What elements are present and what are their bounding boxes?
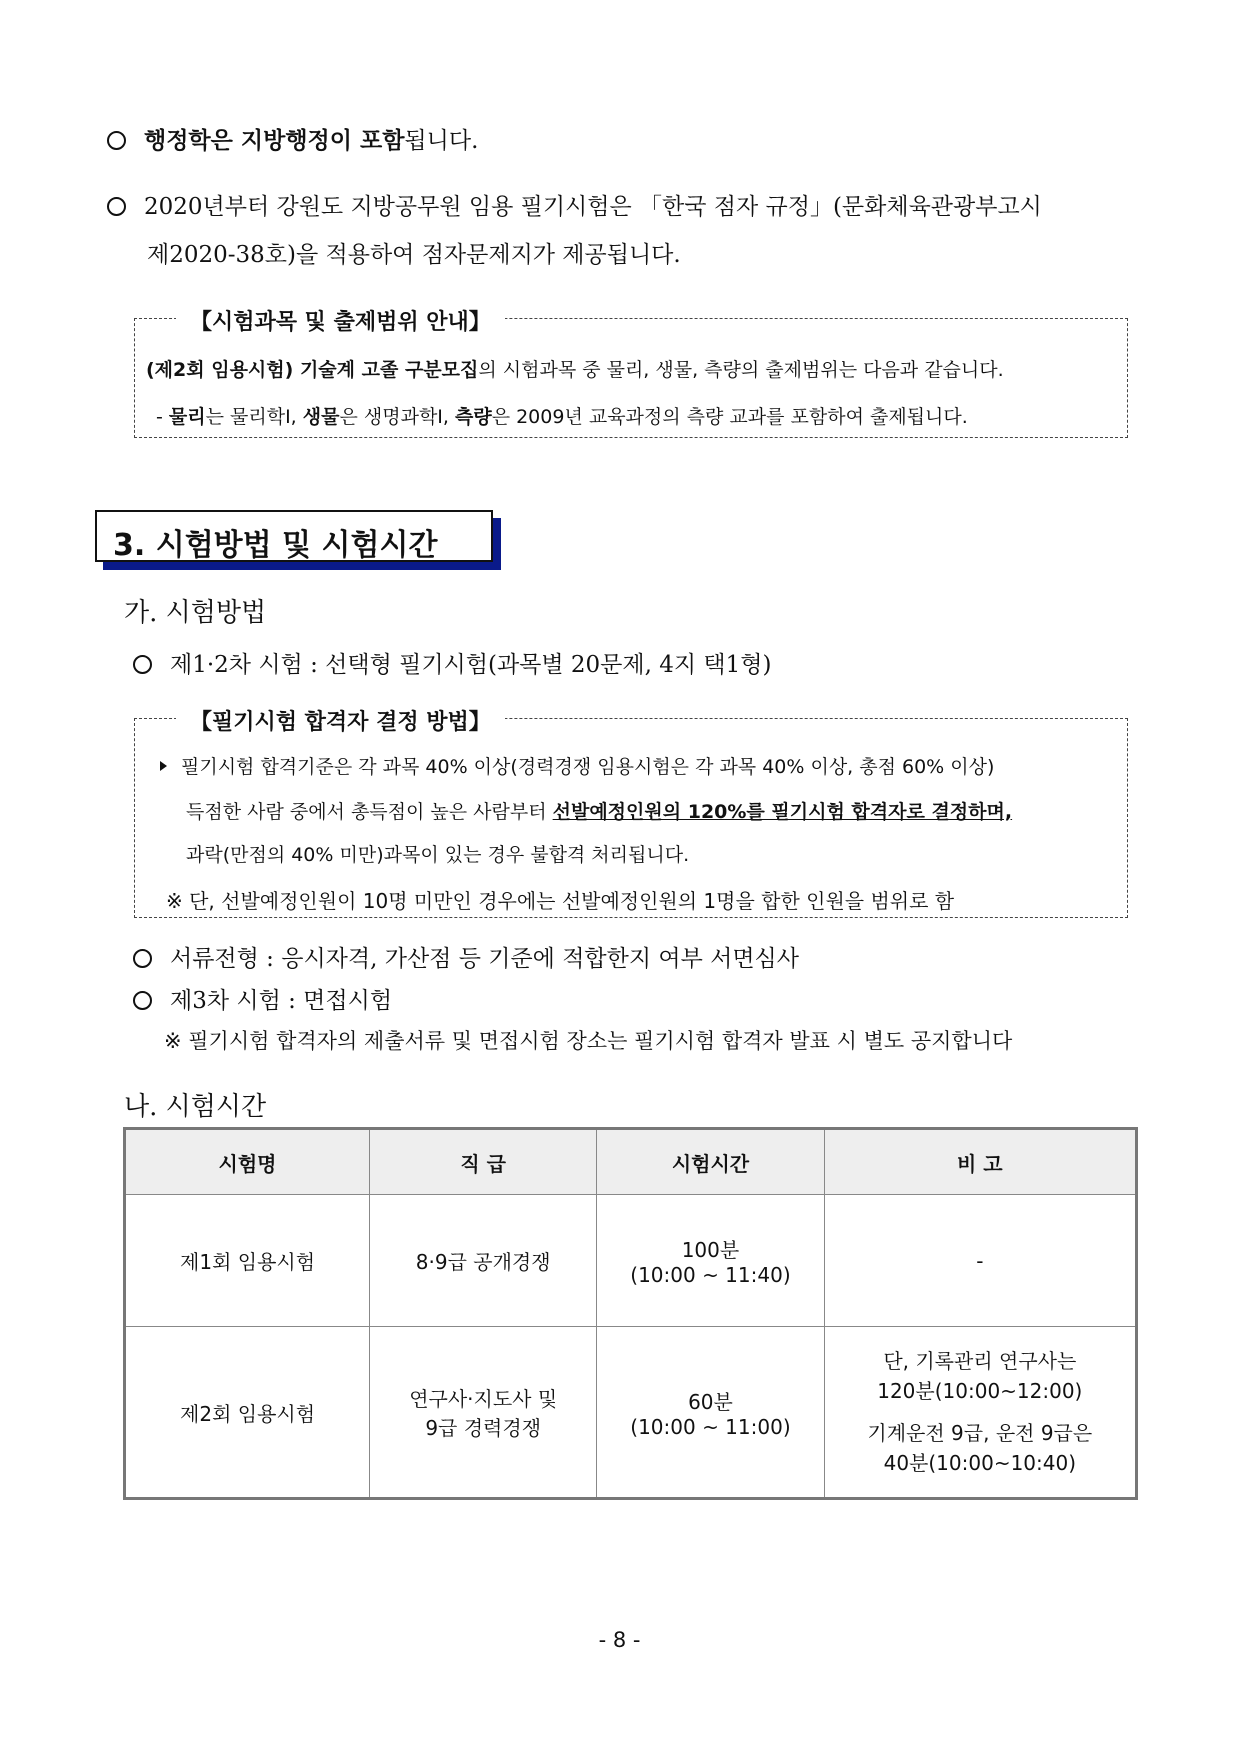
intro-text: 됩니다. <box>404 128 479 154</box>
triangle-bullet-icon <box>160 761 167 771</box>
method-item-2 <box>133 940 799 973</box>
scope-box-title: 【시험과목 및 출제범위 안내】 <box>176 305 505 336</box>
intro-bullet-2 <box>107 188 1042 221</box>
method-text: 제3차 시험 : 면접시험 <box>170 988 393 1014</box>
subject-physics: 물리 <box>168 406 206 428</box>
circle-bullet-icon <box>133 655 152 674</box>
circle-bullet-icon <box>133 949 152 968</box>
subsection-title-time: 나. 시험시간 <box>124 1092 267 1122</box>
remark-line: 120분(10:00~12:00) <box>877 1379 1083 1403</box>
cell-grade: 8·9급 공개경쟁 <box>370 1195 597 1327</box>
cell-remarks: - <box>824 1195 1136 1327</box>
table-row <box>125 1327 1137 1499</box>
scope-text: 은 2009년 교육과정의 측량 교과를 포함하여 출제됩니다. <box>491 406 968 428</box>
section-heading <box>95 510 493 562</box>
header-exam-time: 시험시간 <box>597 1129 824 1195</box>
circle-bullet-icon <box>107 131 126 150</box>
page-number: - 8 - <box>598 1628 641 1652</box>
time-range: (10:00 ~ 11:00) <box>630 1414 791 1439</box>
method-note: ※ 필기시험 합격자의 제출서류 및 면접시험 장소는 필기시험 합격자 발표 시 별도 공지합니다 <box>164 1029 1013 1053</box>
remark-line: 40분(10:00~10:40) <box>883 1451 1077 1475</box>
time-range: (10:00 ~ 11:40) <box>630 1263 791 1287</box>
subject-survey: 측량 <box>454 406 492 428</box>
pass-underline-text: 선발예정인원의 120%를 필기시험 합격자로 결정하며, <box>552 801 1013 823</box>
intro-bullet-1 <box>107 122 478 155</box>
pass-line-3: 과락(만점의 40% 미만)과목이 있는 경우 불합격 처리됩니다. <box>186 844 690 866</box>
intro-bold-text: 행정학은 지방행정이 포함 <box>144 128 405 154</box>
subsection-title-method: 가. 시험방법 <box>124 598 267 628</box>
cell-exam-name: 제1회 임용시험 <box>125 1195 370 1327</box>
intro-continuation <box>147 236 681 269</box>
schedule-table <box>123 1127 1138 1500</box>
cell-exam-time <box>597 1195 824 1327</box>
scope-line-1 <box>146 355 1004 382</box>
header-grade: 직 급 <box>370 1129 597 1195</box>
scope-line-2 <box>156 402 968 429</box>
time-duration: 60분 <box>688 1389 733 1414</box>
pass-line-1 <box>160 752 994 779</box>
scope-text: 는 물리학Ⅰ, <box>205 406 303 428</box>
pass-line-4: ※ 단, 선발예정인원이 10명 미만인 경우에는 선발예정인원의 1명을 합한 인원을 범위로 함 <box>166 889 955 913</box>
pass-line-2 <box>186 797 1012 824</box>
pass-text: 필기시험 합격기준은 각 과목 40% 이상(경력경쟁 임용시험은 각 과목 40% 이상, 총점 60% 이상) <box>181 756 995 778</box>
remark-line: 기계운전 9급, 운전 9급은 <box>867 1421 1093 1445</box>
cell-exam-name: 제2회 임용시험 <box>125 1327 370 1499</box>
scope-bold-text: (제2회 임용시험) 기술계 고졸 구분모집 <box>146 359 479 381</box>
method-item-3 <box>133 982 392 1015</box>
grade-line: 연구사·지도사 및 <box>409 1387 558 1411</box>
circle-bullet-icon <box>133 991 152 1010</box>
dash-text: - <box>156 406 169 428</box>
method-text: 제1·2차 시험 : 선택형 필기시험(과목별 20문제, 4지 택1형) <box>170 652 772 678</box>
time-duration: 100분 <box>681 1238 740 1262</box>
method-text: 서류전형 : 응시자격, 가산점 등 기준에 적합한지 여부 서면심사 <box>170 946 799 972</box>
scope-text: 은 생명과학Ⅰ, <box>339 406 455 428</box>
circle-bullet-icon <box>107 197 126 216</box>
scope-text: 의 시험과목 중 물리, 생물, 측량의 출제범위는 다음과 같습니다. <box>478 359 1004 381</box>
cell-exam-time <box>597 1327 824 1499</box>
grade-line: 9급 경력경쟁 <box>425 1416 542 1440</box>
intro-text: 제2020-38호)을 적용하여 점자문제지가 제공됩니다. <box>147 242 681 268</box>
table-header-row <box>125 1129 1137 1195</box>
cell-grade <box>370 1327 597 1499</box>
pass-box-title: 【필기시험 합격자 결정 방법】 <box>176 705 505 736</box>
table-row <box>125 1195 1137 1327</box>
cell-remarks <box>824 1327 1136 1499</box>
section-title: 3. 시험방법 및 시험시간 <box>113 528 438 563</box>
header-exam-name: 시험명 <box>125 1129 370 1195</box>
method-item-1 <box>133 646 771 679</box>
pass-text: 득점한 사람 중에서 총득점이 높은 사람부터 <box>186 801 553 823</box>
header-remarks: 비 고 <box>824 1129 1136 1195</box>
remark-line: 단, 기록관리 연구사는 <box>883 1349 1077 1373</box>
subject-biology: 생물 <box>302 406 340 428</box>
intro-text: 2020년부터 강원도 지방공무원 임용 필기시험은 「한국 점자 규정」(문화체육관광부고시 <box>144 194 1042 220</box>
